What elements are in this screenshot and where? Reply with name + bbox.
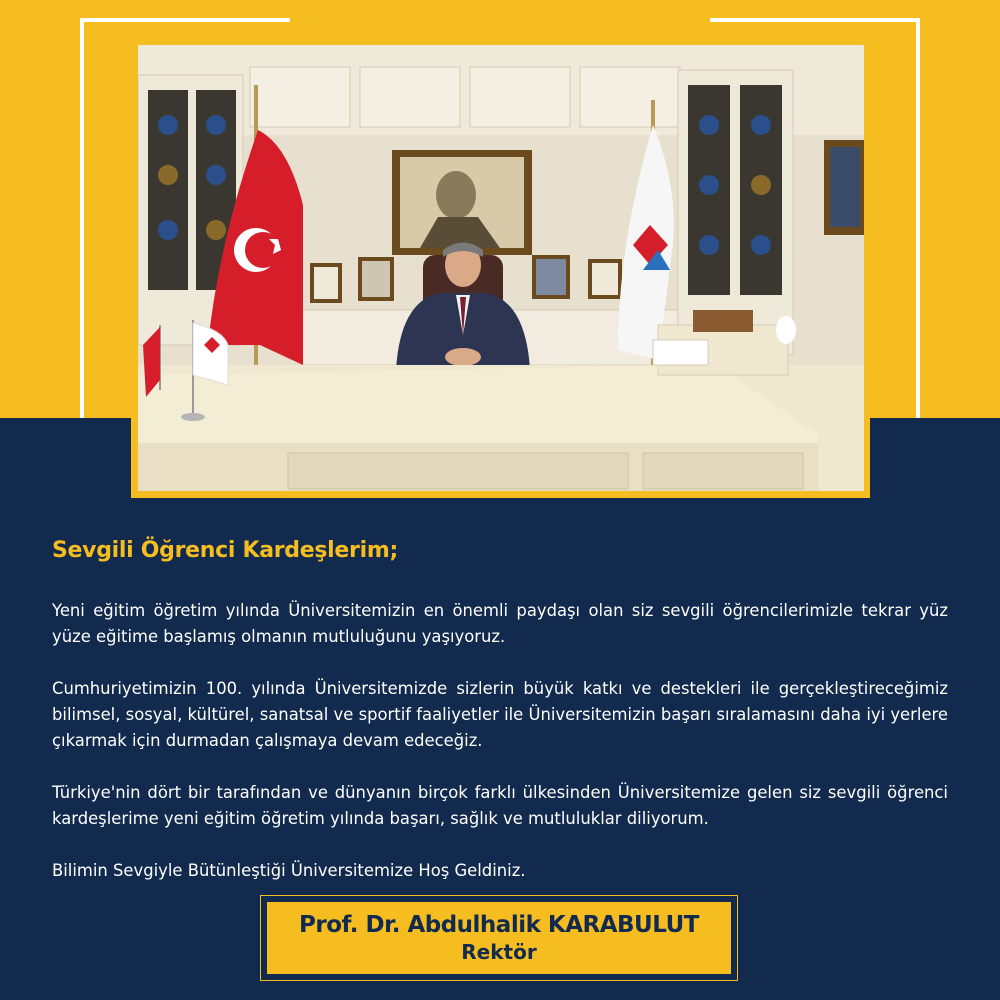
letter-body	[52, 598, 948, 884]
signature-title: Rektör	[461, 940, 537, 964]
greeting-heading: Sevgili Öğrenci Kardeşlerim;	[52, 538, 398, 563]
frame-line-left-vertical	[80, 18, 84, 418]
signature-panel	[267, 902, 731, 974]
letter-closing: Bilimin Sevgiyle Bütünleştiği Üniversitemize Hoş Geldiniz.	[52, 861, 526, 880]
frame-line-top-right	[710, 18, 920, 22]
frame-line-right-vertical	[916, 18, 920, 418]
office-illustration	[138, 45, 864, 491]
letter-paragraph: Cumhuriyetimizin 100. yılında Üniversitemizde sizlerin büyük katkı ve destekleri ile gerçekleştireceğimiz bilimsel, sosyal, kültürel, sanatsal ve sportif faaliyetler ile Üniversitemizin başarı sıralamasını daha iyi yerlere çıkarmak için durmadan çalışmaya devam edeceğiz.	[52, 679, 948, 750]
letter-paragraph: Yeni eğitim öğretim yılında Üniversitemizin en önemli paydaşı olan siz sevgili öğrencilerimizle tekrar yüz yüze eğitime başlamış olmanın mutluluğunu yaşıyoruz.	[52, 601, 948, 646]
signature-name: Prof. Dr. Abdulhalik KARABULUT	[299, 912, 699, 938]
rector-office-photo	[138, 45, 864, 491]
letter-paragraph: Türkiye'nin dört bir tarafından ve dünyanın birçok farklı ülkesinden Üniversitemize gelen siz sevgili öğrenci kardeşlerime yeni eğitim öğretim yılında başarı, sağlık ve mutluluklar diliyorum.	[52, 783, 948, 828]
signature-box	[260, 895, 738, 981]
frame-line-top-left	[80, 18, 290, 22]
